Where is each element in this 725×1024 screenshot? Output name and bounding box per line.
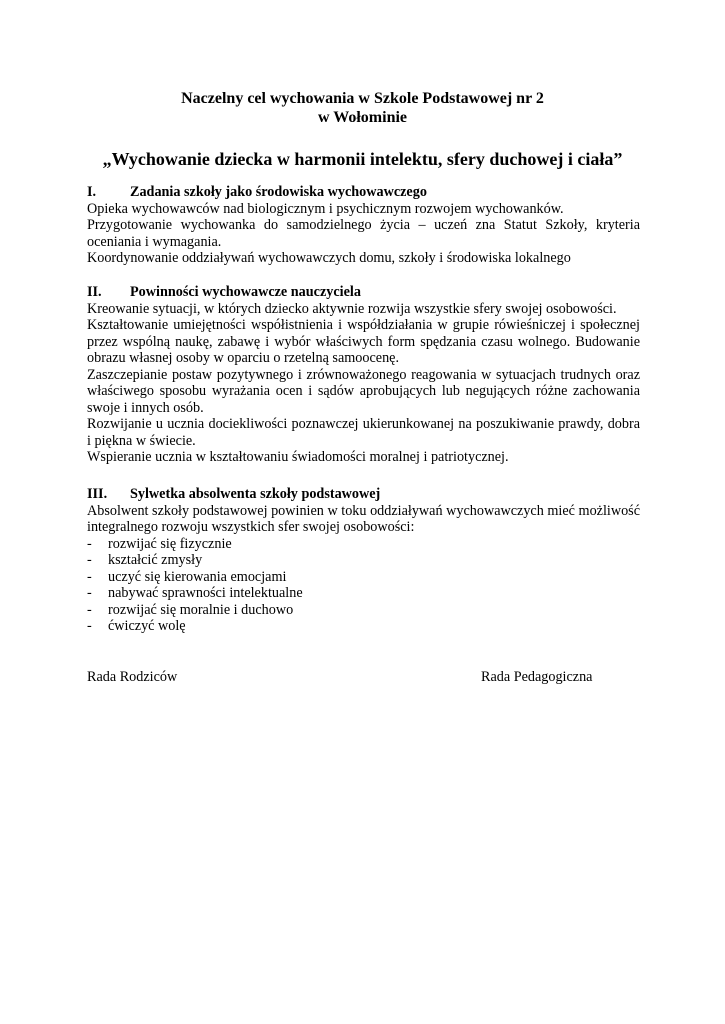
list-bullet: - — [87, 618, 92, 634]
section-paragraph: Kształtowanie umiejętności współistnienia i współdziałania w grupie rówieśniczej i społecznej przez wspólną naukę, zabawę i wybór właściwych form spędzania czasu wolnego. Budowanie obrazu własnej osoby w oparciu o rzetelną samoocenę. — [87, 317, 640, 366]
section-paragraph: Wspieranie ucznia w kształtowaniu świadomości moralnej i patriotycznej. — [87, 449, 509, 465]
section-title: Zadania szkoły jako środowiska wychowawczego — [130, 184, 427, 200]
list-item — [87, 552, 640, 569]
list-bullet: - — [87, 601, 92, 618]
graduate-list — [87, 536, 640, 635]
section-heading — [87, 184, 640, 201]
section-paragraph: Rozwijanie u ucznia dociekliwości poznawczej ukierunkowanej na poszukiwanie prawdy, dobra i piękna w świecie. — [87, 416, 640, 449]
list-item-text: nabywać sprawności intelektualne — [108, 585, 303, 601]
list-bullet: - — [87, 552, 92, 568]
section-tasks — [87, 184, 640, 267]
section-heading — [87, 486, 640, 503]
list-item — [87, 618, 640, 635]
list-item-text: ćwiczyć wolę — [108, 618, 186, 634]
list-item-text: kształcić zmysły — [108, 552, 203, 568]
list-bullet: - — [87, 568, 92, 585]
list-item-text: uczyć się kierowania emocjami — [108, 568, 287, 585]
list-bullet: - — [87, 535, 92, 552]
document-motto: „Wychowanie dziecka w harmonii intelektu, sfery duchowej i ciała” — [102, 149, 623, 169]
list-item — [87, 602, 640, 619]
list-item — [87, 536, 640, 553]
section-number: I. — [87, 184, 97, 200]
section-paragraph: Kreowanie sytuacji, w których dziecko aktywnie rozwija wszystkie sfery swojej osobowości. — [87, 300, 617, 317]
signature-parents-council: Rada Rodziców — [87, 669, 178, 685]
section-title: Powinności wychowawcze nauczyciela — [130, 284, 361, 300]
section-heading — [87, 284, 640, 301]
section-number: III. — [87, 486, 108, 502]
list-item — [87, 585, 640, 602]
section-graduate-profile — [87, 486, 640, 635]
section-number: II. — [87, 284, 102, 300]
list-bullet: - — [87, 585, 92, 601]
document-title-line1: Naczelny cel wychowania w Szkole Podstawowej nr 2 — [181, 90, 544, 107]
list-item-text: rozwijać się fizycznie — [108, 535, 232, 552]
section-paragraph: Przygotowanie wychowanka do samodzielnego życia – uczeń zna Statut Szkoły, kryteria oceniania i wymagania. — [87, 217, 640, 250]
list-item — [87, 569, 640, 586]
document-title-line2: w Wołominie — [317, 109, 408, 126]
section-teacher-duties — [87, 284, 640, 466]
signature-teachers-council: Rada Pedagogiczna — [481, 669, 593, 685]
section-intro: Absolwent szkoły podstawowej powinien w toku oddziaływań wychowawczych mieć możliwość integralnego rozwoju wszystkich sfer swojej osobowości: — [87, 502, 640, 535]
section-title: Sylwetka absolwenta szkoły podstawowej — [130, 486, 381, 502]
list-item-text: rozwijać się moralnie i duchowo — [108, 601, 294, 618]
section-paragraph: Koordynowanie oddziaływań wychowawczych domu, szkoły i środowiska lokalnego — [87, 250, 571, 266]
section-paragraph: Opieka wychowawców nad biologicznym i psychicznym rozwojem wychowanków. — [87, 200, 564, 217]
section-paragraph: Zaszczepianie postaw pozytywnego i zrównoważonego reagowania w sytuacjach trudnych oraz właściwego sposobu wyrażania ocen i sądów aprobujących lub negujących różne zachowania swoje i innych osób. — [87, 366, 640, 416]
